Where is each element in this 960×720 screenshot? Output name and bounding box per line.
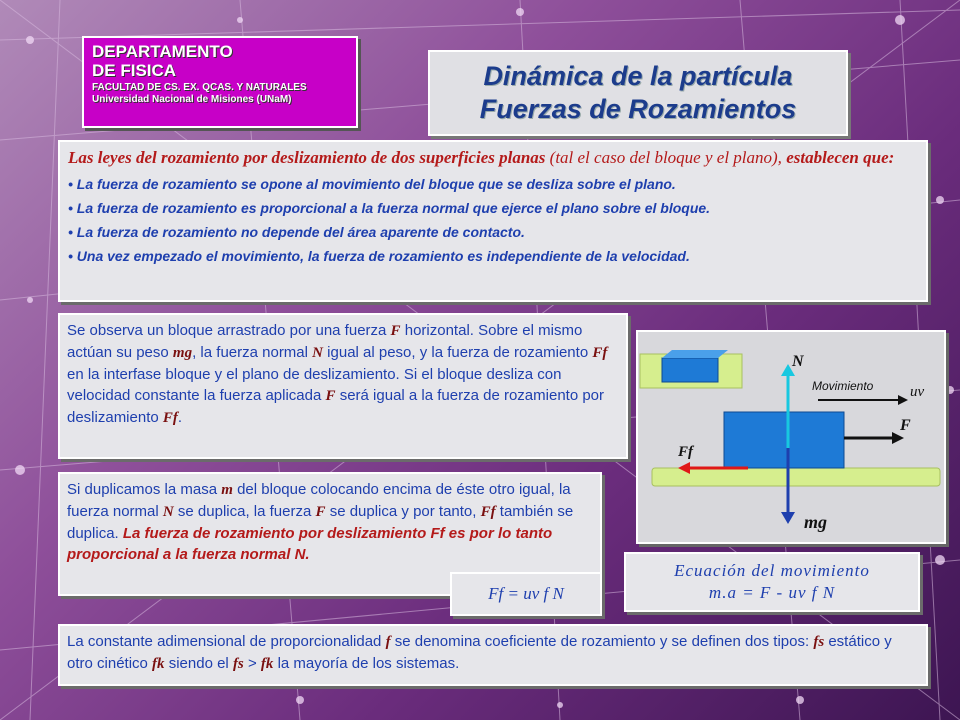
- label-movement: Movimiento: [812, 379, 874, 393]
- symbol-f: F: [390, 323, 401, 339]
- p1-text: Se observa un bloque arrastrado por una fuerza: [67, 322, 387, 339]
- dept-line1: DEPARTAMENTO: [92, 42, 233, 61]
- p1-text: .: [177, 409, 183, 426]
- slide-title: [428, 50, 848, 136]
- symbol-n: N: [162, 504, 174, 520]
- symbol-f: F: [325, 388, 336, 404]
- motion-arrowhead: [898, 395, 908, 405]
- symbol-f: F: [315, 504, 326, 520]
- p2-text: se duplica y por tanto,: [329, 503, 477, 520]
- block-explanation: [58, 313, 628, 459]
- symbol-n: N: [312, 345, 323, 361]
- p1-text: igual al peso, y la fuerza de rozamiento: [327, 344, 589, 361]
- law-item: • Una vez empezado el movimiento, la fuerza de rozamiento es independiente de la velocidad.: [68, 244, 918, 268]
- title-line1: Dinámica de la partícula: [483, 61, 793, 91]
- coefficient-explanation: [58, 624, 928, 686]
- small-block-top: [662, 350, 728, 358]
- symbol-ff: Ff: [430, 525, 445, 542]
- laws-intro: [68, 148, 918, 168]
- label-mg: mg: [804, 512, 828, 532]
- label-friction: Ff: [678, 444, 693, 460]
- symbol-f: f: [385, 634, 391, 650]
- motion-equation: [624, 552, 920, 612]
- symbol-fs: fs: [813, 634, 825, 650]
- department-badge: [82, 36, 358, 128]
- p2-text: Si duplicamos la masa: [67, 481, 218, 498]
- p3-text: se denomina coeficiente de rozamiento y se definen dos tipos:: [394, 633, 810, 650]
- law-item: • La fuerza de rozamiento es proporcional a la fuerza normal que ejerce el plano sobre el bloque.: [68, 196, 918, 220]
- symbol-ff: Ff: [480, 504, 496, 520]
- force-diagram-svg: [638, 332, 944, 542]
- p2-text: se duplica, la fuerza: [177, 503, 312, 520]
- symbol-fs: fs: [232, 656, 244, 672]
- plane-surface: [652, 468, 940, 486]
- law-item: • La fuerza de rozamiento se opone al movimiento del bloque que se desliza sobre el plano.: [68, 172, 918, 196]
- label-n: N: [792, 353, 804, 370]
- label-force: F: [900, 417, 911, 434]
- p1-text: horizontal. Sobre el mismo actúan su peso: [67, 322, 583, 361]
- p2-highlight: es por lo tanto proporcional a la fuerza normal: [67, 525, 553, 563]
- p2-highlight: .: [305, 546, 310, 563]
- intro-part-b: (tal el caso del bloque y el plano),: [549, 148, 782, 167]
- p2-highlight: La fuerza de rozamiento por deslizamiento: [122, 525, 427, 542]
- symbol-n: N: [294, 546, 306, 563]
- intro-part-a: Las leyes del rozamiento por deslizamiento de dos superficies planas: [68, 148, 546, 167]
- laws-box: [58, 140, 928, 302]
- intro-part-c: establecen que:: [786, 148, 895, 167]
- small-block: [662, 358, 718, 382]
- symbol-fk: fk: [152, 656, 165, 672]
- motion-equation-title: Ecuación del movimiento: [674, 561, 870, 580]
- symbol-m: m: [221, 482, 233, 498]
- friction-equation: Ff = uv f N: [450, 572, 602, 616]
- dept-line2: DE FISICA: [92, 61, 177, 80]
- p3-text: la mayoría de los sistemas.: [277, 655, 460, 672]
- p1-text: será igual a la fuerza de rozamiento por deslizamiento: [67, 387, 605, 426]
- force-diagram: [636, 330, 946, 544]
- motion-equation-body: m.a = F - uv f N: [708, 583, 836, 602]
- laws-list: [68, 172, 918, 268]
- faculty-name: FACULTAD DE CS. EX. QCAS. Y NATURALES: [92, 82, 307, 93]
- p1-text: , la fuerza normal: [192, 344, 308, 361]
- university-name: Universidad Nacional de Misiones (UNaM): [92, 94, 292, 105]
- p3-text: estático y otro cinético: [67, 633, 892, 672]
- p3-text: La constante adimensional de proporcionalidad: [67, 633, 382, 650]
- p3-text: >: [247, 655, 257, 672]
- symbol-fk: fk: [260, 656, 274, 672]
- p3-text: siendo el: [168, 655, 229, 672]
- p2-text: también se duplica.: [67, 503, 574, 542]
- title-line2: Fuerzas de Rozamientos: [479, 94, 797, 124]
- symbol-ff: Ff: [162, 410, 178, 426]
- p2-text: del bloque colocando encima de éste otro igual, la fuerza normal: [67, 481, 571, 520]
- weight-arrowhead: [781, 512, 795, 524]
- label-uv: uv: [910, 384, 925, 400]
- law-item: • La fuerza de rozamiento no depende del área aparente de contacto.: [68, 220, 918, 244]
- sliding-block: [724, 412, 844, 468]
- symbol-ff: Ff: [592, 345, 608, 361]
- symbol-mg: mg: [172, 345, 193, 361]
- p1-text: en la interfase bloque y el plano de deslizamiento. Si el bloque desliza con velocidad constante la fuerza aplicada: [67, 366, 562, 404]
